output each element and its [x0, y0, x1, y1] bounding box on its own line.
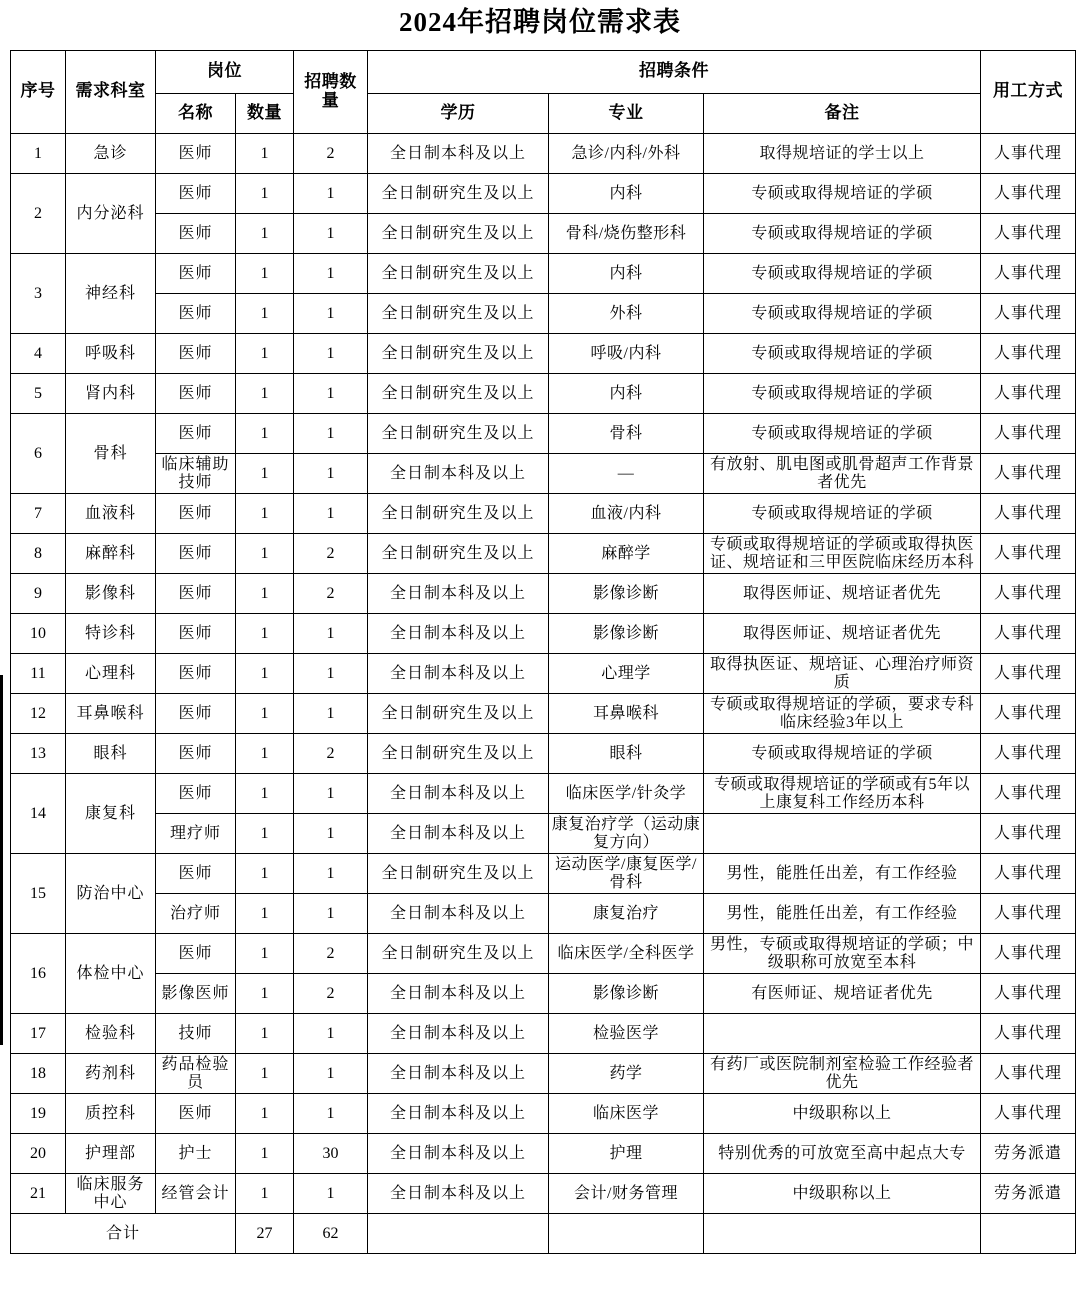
dept-cell: 体检中心: [66, 934, 156, 1014]
employment-cell: 人事代理: [981, 334, 1076, 374]
employment-cell: 人事代理: [981, 454, 1076, 494]
remarks-cell: 专硕或取得规培证的学硕或有5年以上康复科工作经历本科: [704, 774, 981, 814]
table-row: [11, 1014, 1076, 1054]
seq-cell: 9: [11, 574, 66, 614]
employment-cell: 人事代理: [981, 414, 1076, 454]
post-name-cell: 医师: [156, 134, 236, 174]
hire-count-cell: 1: [294, 414, 368, 454]
employment-cell: 人事代理: [981, 1094, 1076, 1134]
hire-count-cell: 1: [294, 854, 368, 894]
major-cell: 影像诊断: [549, 574, 704, 614]
hire-count-cell: 1: [294, 1094, 368, 1134]
total-remarks-empty: [704, 1214, 981, 1254]
table-row: [11, 734, 1076, 774]
header-major: 专业: [549, 94, 704, 134]
post-count-cell: 1: [236, 1134, 294, 1174]
seq-cell: 12: [11, 694, 66, 734]
hire-count-cell: 1: [294, 814, 368, 854]
hire-count-cell: 1: [294, 1174, 368, 1214]
post-name-cell: 医师: [156, 534, 236, 574]
post-count-cell: 1: [236, 894, 294, 934]
hire-count-cell: 1: [294, 774, 368, 814]
table-row: [11, 174, 1076, 214]
dept-cell: 神经科: [66, 254, 156, 334]
post-count-cell: 1: [236, 374, 294, 414]
dept-cell: 特诊科: [66, 614, 156, 654]
hire-count-cell: 2: [294, 134, 368, 174]
post-name-cell: 经管会计: [156, 1174, 236, 1214]
hire-count-cell: 1: [294, 654, 368, 694]
table-row: [11, 454, 1076, 494]
seq-cell: 16: [11, 934, 66, 1014]
dept-cell: 防治中心: [66, 854, 156, 934]
post-count-cell: 1: [236, 414, 294, 454]
major-cell: 内科: [549, 174, 704, 214]
employment-cell: 人事代理: [981, 694, 1076, 734]
dept-cell: 麻醉科: [66, 534, 156, 574]
seq-cell: 10: [11, 614, 66, 654]
education-cell: 全日制本科及以上: [368, 1134, 549, 1174]
post-name-cell: 医师: [156, 854, 236, 894]
education-cell: 全日制本科及以上: [368, 1094, 549, 1134]
table-row: [11, 614, 1076, 654]
table-row: [11, 1134, 1076, 1174]
dept-cell: 急诊: [66, 134, 156, 174]
remarks-cell: [704, 814, 981, 854]
header-post-name: 名称: [156, 94, 236, 134]
education-cell: 全日制本科及以上: [368, 894, 549, 934]
seq-cell: 2: [11, 174, 66, 254]
hire-count-cell: 30: [294, 1134, 368, 1174]
remarks-cell: 中级职称以上: [704, 1174, 981, 1214]
post-name-cell: 理疗师: [156, 814, 236, 854]
table-row: [11, 214, 1076, 254]
post-name-cell: 治疗师: [156, 894, 236, 934]
table-row: [11, 894, 1076, 934]
seq-cell: 8: [11, 534, 66, 574]
table-total: [11, 1214, 1076, 1254]
post-count-cell: 1: [236, 294, 294, 334]
post-count-cell: 1: [236, 1014, 294, 1054]
education-cell: 全日制研究生及以上: [368, 174, 549, 214]
dept-cell: 呼吸科: [66, 334, 156, 374]
total-post-count: 27: [236, 1214, 294, 1254]
major-cell: 临床医学/全科医学: [549, 934, 704, 974]
education-cell: 全日制本科及以上: [368, 774, 549, 814]
remarks-cell: 有医师证、规培证者优先: [704, 974, 981, 1014]
remarks-cell: 专硕或取得规培证的学硕: [704, 414, 981, 454]
remarks-cell: 专硕或取得规培证的学硕，要求专科临床经验3年以上: [704, 694, 981, 734]
table-row: [11, 1054, 1076, 1094]
table-row: [11, 374, 1076, 414]
employment-cell: 人事代理: [981, 294, 1076, 334]
major-cell: 康复治疗学（运动康复方向）: [549, 814, 704, 854]
total-major-empty: [549, 1214, 704, 1254]
major-cell: 影像诊断: [549, 614, 704, 654]
education-cell: 全日制本科及以上: [368, 134, 549, 174]
remarks-cell: 专硕或取得规培证的学硕: [704, 214, 981, 254]
seq-cell: 7: [11, 494, 66, 534]
education-cell: 全日制本科及以上: [368, 614, 549, 654]
remarks-cell: 专硕或取得规培证的学硕: [704, 334, 981, 374]
employment-cell: 人事代理: [981, 934, 1076, 974]
employment-cell: 人事代理: [981, 494, 1076, 534]
education-cell: 全日制研究生及以上: [368, 854, 549, 894]
hire-count-cell: 1: [294, 614, 368, 654]
post-name-cell: 医师: [156, 254, 236, 294]
hire-count-cell: 1: [294, 1054, 368, 1094]
employment-cell: 劳务派遣: [981, 1134, 1076, 1174]
post-count-cell: 1: [236, 774, 294, 814]
post-name-cell: 临床辅助技师: [156, 454, 236, 494]
dept-cell: 质控科: [66, 1094, 156, 1134]
seq-cell: 15: [11, 854, 66, 934]
remarks-cell: 有放射、肌电图或肌骨超声工作背景者优先: [704, 454, 981, 494]
header-conditions: 招聘条件: [368, 51, 981, 94]
dept-cell: 影像科: [66, 574, 156, 614]
dept-cell: 心理科: [66, 654, 156, 694]
recruitment-table: [10, 50, 1076, 1254]
post-count-cell: 1: [236, 614, 294, 654]
major-cell: —: [549, 454, 704, 494]
hire-count-cell: 1: [294, 1014, 368, 1054]
employment-cell: 人事代理: [981, 174, 1076, 214]
table-header: [11, 51, 1076, 134]
post-count-cell: 1: [236, 134, 294, 174]
employment-cell: 人事代理: [981, 574, 1076, 614]
post-count-cell: 1: [236, 174, 294, 214]
hire-count-cell: 1: [294, 214, 368, 254]
post-count-cell: 1: [236, 814, 294, 854]
hire-count-cell: 1: [294, 494, 368, 534]
employment-cell: 人事代理: [981, 854, 1076, 894]
table-row: [11, 254, 1076, 294]
table-row: [11, 654, 1076, 694]
education-cell: 全日制研究生及以上: [368, 254, 549, 294]
post-name-cell: 医师: [156, 934, 236, 974]
employment-cell: 人事代理: [981, 254, 1076, 294]
post-count-cell: 1: [236, 654, 294, 694]
education-cell: 全日制研究生及以上: [368, 694, 549, 734]
hire-count-cell: 1: [294, 334, 368, 374]
education-cell: 全日制本科及以上: [368, 1014, 549, 1054]
seq-cell: 13: [11, 734, 66, 774]
seq-cell: 1: [11, 134, 66, 174]
post-count-cell: 1: [236, 534, 294, 574]
header-education: 学历: [368, 94, 549, 134]
major-cell: 影像诊断: [549, 974, 704, 1014]
post-count-cell: 1: [236, 254, 294, 294]
employment-cell: 人事代理: [981, 894, 1076, 934]
post-count-cell: 1: [236, 574, 294, 614]
hire-count-cell: 1: [294, 894, 368, 934]
remarks-cell: 专硕或取得规培证的学硕: [704, 174, 981, 214]
dept-cell: 药剂科: [66, 1054, 156, 1094]
employment-cell: 劳务派遣: [981, 1174, 1076, 1214]
dept-cell: 眼科: [66, 734, 156, 774]
employment-cell: 人事代理: [981, 374, 1076, 414]
employment-cell: 人事代理: [981, 134, 1076, 174]
major-cell: 心理学: [549, 654, 704, 694]
major-cell: 骨科/烧伤整形科: [549, 214, 704, 254]
header-post: 岗位: [156, 51, 294, 94]
seq-cell: 6: [11, 414, 66, 494]
seq-cell: 11: [11, 654, 66, 694]
post-name-cell: 医师: [156, 294, 236, 334]
employment-cell: 人事代理: [981, 1014, 1076, 1054]
table-row: [11, 694, 1076, 734]
seq-cell: 21: [11, 1174, 66, 1214]
header-employment: 用工方式: [981, 51, 1076, 134]
employment-cell: 人事代理: [981, 534, 1076, 574]
total-education-empty: [368, 1214, 549, 1254]
post-name-cell: 医师: [156, 334, 236, 374]
post-count-cell: 1: [236, 934, 294, 974]
post-name-cell: 医师: [156, 374, 236, 414]
remarks-cell: 男性，能胜任出差，有工作经验: [704, 854, 981, 894]
dept-cell: 康复科: [66, 774, 156, 854]
post-count-cell: 1: [236, 694, 294, 734]
major-cell: 内科: [549, 254, 704, 294]
post-name-cell: 医师: [156, 414, 236, 454]
education-cell: 全日制研究生及以上: [368, 374, 549, 414]
remarks-cell: 中级职称以上: [704, 1094, 981, 1134]
major-cell: 骨科: [549, 414, 704, 454]
total-row: [11, 1214, 1076, 1254]
major-cell: 运动医学/康复医学/骨科: [549, 854, 704, 894]
table-row: [11, 974, 1076, 1014]
remarks-cell: 专硕或取得规培证的学硕: [704, 494, 981, 534]
major-cell: 临床医学: [549, 1094, 704, 1134]
post-count-cell: 1: [236, 454, 294, 494]
employment-cell: 人事代理: [981, 774, 1076, 814]
seq-cell: 18: [11, 1054, 66, 1094]
education-cell: 全日制研究生及以上: [368, 414, 549, 454]
education-cell: 全日制本科及以上: [368, 1174, 549, 1214]
header-seq: 序号: [11, 51, 66, 134]
post-name-cell: 技师: [156, 1014, 236, 1054]
employment-cell: 人事代理: [981, 214, 1076, 254]
post-count-cell: 1: [236, 734, 294, 774]
major-cell: 临床医学/针灸学: [549, 774, 704, 814]
total-employment-empty: [981, 1214, 1076, 1254]
major-cell: 会计/财务管理: [549, 1174, 704, 1214]
seq-cell: 5: [11, 374, 66, 414]
post-name-cell: 医师: [156, 174, 236, 214]
remarks-cell: 有药厂或医院制剂室检验工作经验者优先: [704, 1054, 981, 1094]
header-dept: 需求科室: [66, 51, 156, 134]
seq-cell: 20: [11, 1134, 66, 1174]
post-count-cell: 1: [236, 1054, 294, 1094]
post-name-cell: 护士: [156, 1134, 236, 1174]
remarks-cell: [704, 1014, 981, 1054]
table-row: [11, 774, 1076, 814]
employment-cell: 人事代理: [981, 654, 1076, 694]
post-name-cell: 影像医师: [156, 974, 236, 1014]
seq-cell: 4: [11, 334, 66, 374]
education-cell: 全日制研究生及以上: [368, 494, 549, 534]
seq-cell: 14: [11, 774, 66, 854]
employment-cell: 人事代理: [981, 1054, 1076, 1094]
post-name-cell: 药品检验员: [156, 1054, 236, 1094]
education-cell: 全日制研究生及以上: [368, 734, 549, 774]
hire-count-cell: 1: [294, 374, 368, 414]
table-row: [11, 414, 1076, 454]
employment-cell: 人事代理: [981, 614, 1076, 654]
employment-cell: 人事代理: [981, 734, 1076, 774]
header-row-2: [11, 94, 1076, 134]
hire-count-cell: 1: [294, 174, 368, 214]
hire-count-cell: 1: [294, 694, 368, 734]
post-name-cell: 医师: [156, 614, 236, 654]
remarks-cell: 取得执医证、规培证、心理治疗师资质: [704, 654, 981, 694]
dept-cell: 内分泌科: [66, 174, 156, 254]
education-cell: 全日制研究生及以上: [368, 534, 549, 574]
hire-count-cell: 1: [294, 254, 368, 294]
table-row: [11, 1174, 1076, 1214]
education-cell: 全日制本科及以上: [368, 454, 549, 494]
seq-cell: 19: [11, 1094, 66, 1134]
left-edge-mark: [0, 675, 3, 1045]
education-cell: 全日制研究生及以上: [368, 214, 549, 254]
education-cell: 全日制研究生及以上: [368, 294, 549, 334]
post-name-cell: 医师: [156, 1094, 236, 1134]
total-label: 合计: [11, 1214, 236, 1254]
total-hire-count: 62: [294, 1214, 368, 1254]
post-count-cell: 1: [236, 214, 294, 254]
major-cell: 外科: [549, 294, 704, 334]
dept-cell: 骨科: [66, 414, 156, 494]
post-name-cell: 医师: [156, 494, 236, 534]
table-row: [11, 814, 1076, 854]
page-title: 2024年招聘岗位需求表: [399, 7, 681, 37]
remarks-cell: 特别优秀的可放宽至高中起点大专: [704, 1134, 981, 1174]
dept-cell: 临床服务中心: [66, 1174, 156, 1214]
table-row: [11, 934, 1076, 974]
seq-cell: 3: [11, 254, 66, 334]
table-row: [11, 334, 1076, 374]
post-name-cell: 医师: [156, 734, 236, 774]
major-cell: 呼吸/内科: [549, 334, 704, 374]
remarks-cell: 取得医师证、规培证者优先: [704, 614, 981, 654]
major-cell: 护理: [549, 1134, 704, 1174]
post-name-cell: 医师: [156, 574, 236, 614]
post-count-cell: 1: [236, 1174, 294, 1214]
remarks-cell: 专硕或取得规培证的学硕: [704, 294, 981, 334]
major-cell: 药学: [549, 1054, 704, 1094]
hire-count-cell: 2: [294, 574, 368, 614]
table-row: [11, 1094, 1076, 1134]
remarks-cell: 专硕或取得规培证的学硕: [704, 734, 981, 774]
header-remarks: 备注: [704, 94, 981, 134]
post-name-cell: 医师: [156, 214, 236, 254]
dept-cell: 护理部: [66, 1134, 156, 1174]
table-row: [11, 294, 1076, 334]
education-cell: 全日制本科及以上: [368, 654, 549, 694]
remarks-cell: 取得医师证、规培证者优先: [704, 574, 981, 614]
major-cell: 检验医学: [549, 1014, 704, 1054]
education-cell: 全日制本科及以上: [368, 814, 549, 854]
major-cell: 内科: [549, 374, 704, 414]
major-cell: 急诊/内科/外科: [549, 134, 704, 174]
hire-count-cell: 2: [294, 534, 368, 574]
employment-cell: 人事代理: [981, 814, 1076, 854]
major-cell: 康复治疗: [549, 894, 704, 934]
header-hire-count: 招聘数量: [294, 51, 368, 134]
header-row-1: [11, 51, 1076, 94]
dept-cell: 检验科: [66, 1014, 156, 1054]
remarks-cell: 取得规培证的学士以上: [704, 134, 981, 174]
remarks-cell: 专硕或取得规培证的学硕或取得执医证、规培证和三甲医院临床经历本科: [704, 534, 981, 574]
remarks-cell: 男性，专硕或取得规培证的学硕；中级职称可放宽至本科: [704, 934, 981, 974]
post-count-cell: 1: [236, 334, 294, 374]
seq-cell: 17: [11, 1014, 66, 1054]
table-body: [11, 134, 1076, 1214]
education-cell: 全日制本科及以上: [368, 974, 549, 1014]
post-count-cell: 1: [236, 1094, 294, 1134]
hire-count-cell: 2: [294, 974, 368, 1014]
major-cell: 耳鼻喉科: [549, 694, 704, 734]
header-post-count: 数量: [236, 94, 294, 134]
post-count-cell: 1: [236, 974, 294, 1014]
education-cell: 全日制研究生及以上: [368, 934, 549, 974]
education-cell: 全日制本科及以上: [368, 1054, 549, 1094]
remarks-cell: 专硕或取得规培证的学硕: [704, 254, 981, 294]
hire-count-cell: 1: [294, 454, 368, 494]
post-count-cell: 1: [236, 854, 294, 894]
table-row: [11, 494, 1076, 534]
major-cell: 眼科: [549, 734, 704, 774]
major-cell: 麻醉学: [549, 534, 704, 574]
post-count-cell: 1: [236, 494, 294, 534]
table-row: [11, 854, 1076, 894]
post-name-cell: 医师: [156, 694, 236, 734]
hire-count-cell: 2: [294, 734, 368, 774]
table-row: [11, 574, 1076, 614]
dept-cell: 血液科: [66, 494, 156, 534]
education-cell: 全日制研究生及以上: [368, 334, 549, 374]
post-name-cell: 医师: [156, 654, 236, 694]
table-row: [11, 134, 1076, 174]
post-name-cell: 医师: [156, 774, 236, 814]
remarks-cell: 专硕或取得规培证的学硕: [704, 374, 981, 414]
dept-cell: 肾内科: [66, 374, 156, 414]
major-cell: 血液/内科: [549, 494, 704, 534]
dept-cell: 耳鼻喉科: [66, 694, 156, 734]
hire-count-cell: 2: [294, 934, 368, 974]
education-cell: 全日制本科及以上: [368, 574, 549, 614]
table-row: [11, 534, 1076, 574]
remarks-cell: 男性，能胜任出差，有工作经验: [704, 894, 981, 934]
hire-count-cell: 1: [294, 294, 368, 334]
employment-cell: 人事代理: [981, 974, 1076, 1014]
